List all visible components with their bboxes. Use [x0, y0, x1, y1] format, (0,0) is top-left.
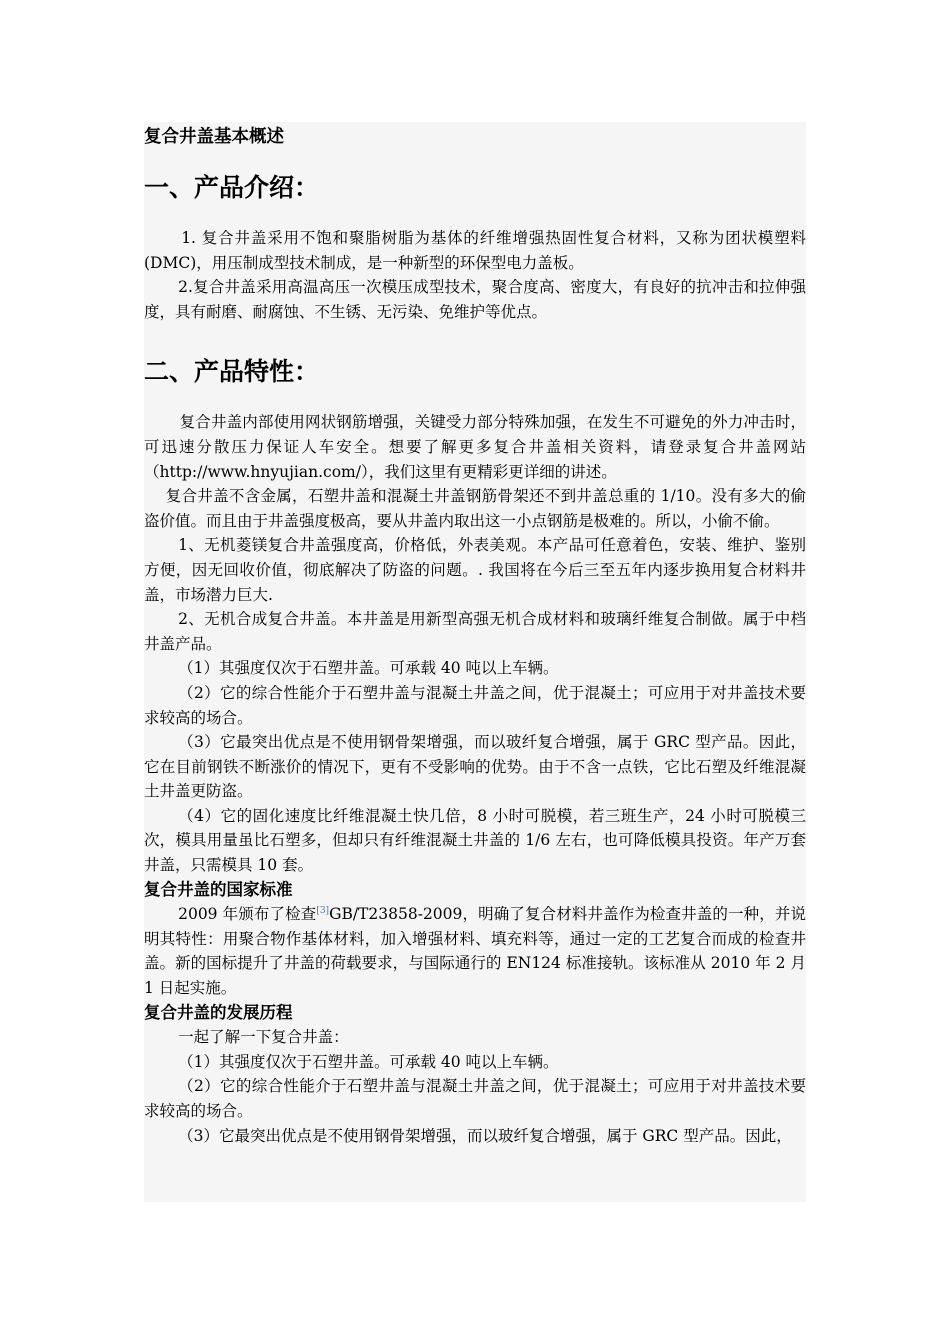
paragraph: （3）它最突出优点是不使用钢骨架增强，而以玻纤复合增强，属于 GRC 型产品。因此，	[178, 1126, 792, 1145]
paragraph: （3）它最突出优点是不使用钢骨架增强，而以玻纤复合增强，属于 GRC 型产品。因此，它在目前钢铁不断涨价的情况下，更有不受影响的优势。由于不含一点铁，它比石塑及纤维混凝土井盖更防盗。	[144, 733, 806, 801]
paragraph: （1）其强度仅次于石塑井盖。可承载 40 吨以上车辆。	[178, 659, 559, 678]
paragraph-text: GB/T23858-2009，明确了复合材料井盖作为检查井盖的一种，并说明其特性：用聚合物作基体材料，加入增强材料、填充料等，通过一定的工艺复合而成的检查井盖。新的国标提升了井盖的荷载要求，与国际通行的 EN124 标准接轨。该标准从 2010 年 2 月 1 日起实施。	[144, 905, 806, 998]
section-heading-national-standard: 复合井盖的国家标准	[144, 879, 293, 899]
paragraph: 复合井盖内部使用网状钢筋增强，关键受力部分特殊加强，在发生不可避免的外力冲击时，可迅速分散压力保证人车安全。想要了解更多复合井盖相关资料，请登录复合井盖网站（http://www.hnyujian.com/），我们这里有更精彩更详细的讲述。	[144, 413, 806, 481]
paragraph-text: 2009 年颁布了检查	[178, 905, 317, 924]
section-heading-product-intro: 一、产品介绍：	[144, 173, 320, 202]
section-heading-product-features: 二、产品特性：	[144, 357, 320, 387]
paragraph: （2）它的综合性能介于石塑井盖与混凝土井盖之间，优于混凝土；可应用于对井盖技术要求较高的场合。	[144, 683, 806, 727]
citation-link[interactable]: [3]	[316, 906, 330, 917]
section-heading-development-history: 复合井盖的发展历程	[144, 1002, 293, 1022]
paragraph: 2.复合井盖采用高温高压一次模压成型技术，聚合度高、密度大，有良好的抗冲击和拉伸强度，具有耐磨、耐腐蚀、不生锈、无污染、免维护等优点。	[144, 278, 806, 321]
paragraph: （1）其强度仅次于石塑井盖。可承载 40 吨以上车辆。	[178, 1052, 559, 1071]
paragraph	[144, 902, 806, 1000]
paragraph: 复合井盖不含金属，石塑井盖和混凝土井盖钢筋骨架还不到井盖总重的 1/10。没有多大的偷盗价值。而且由于井盖强度极高，要从井盖内取出这一小点钢筋是极难的。所以，小偷不偷。	[144, 487, 806, 530]
document-content	[144, 122, 806, 1202]
paragraph: （2）它的综合性能介于石塑井盖与混凝土井盖之间，优于混凝土；可应用于对井盖技术要求较高的场合。	[144, 1077, 806, 1120]
paragraph: 一起了解一下复合井盖：	[178, 1028, 349, 1047]
paragraph: 2、无机合成复合井盖。本井盖是用新型高强无机合成材料和玻璃纤维复合制做。属于中档井盖产品。	[144, 610, 806, 653]
document-title: 复合井盖基本概述	[144, 127, 284, 147]
paragraph: 1. 复合井盖采用不饱和聚脂树脂为基体的纤维增强热固性复合材料，又称为团状模塑料(DMC)，用压制成型技术制成，是一种新型的环保型电力盖板。	[144, 229, 806, 272]
paragraph: （4）它的固化速度比纤维混凝土快几倍，8 小时可脱模，若三班生产，24 小时可脱模三次，模具用量虽比石塑多，但却只有纤维混凝土井盖的 1/6 左右，也可降低模具投资。年产万套井盖，只需模具 10 套。	[144, 806, 806, 875]
paragraph: 1、无机菱镁复合井盖强度高，价格低，外表美观。本产品可任意着色，安装、维护、鉴别方便，因无回收价值，彻底解决了防盗的问题。. 我国将在今后三至五年内逐步换用复合材料井盖，市场潜力巨大.	[144, 536, 806, 604]
